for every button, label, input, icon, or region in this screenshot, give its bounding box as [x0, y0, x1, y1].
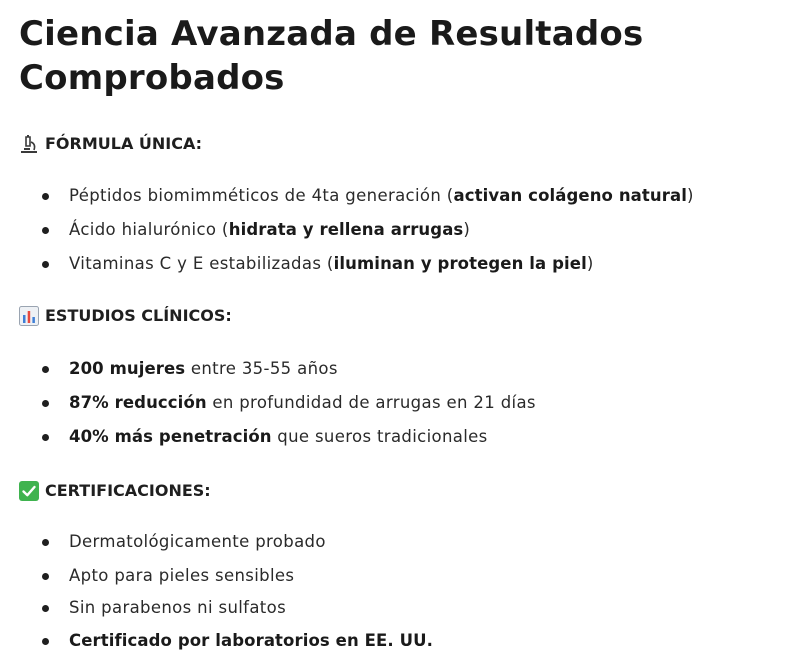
section-heading-formula [19, 133, 202, 155]
bar-chart-icon [19, 306, 39, 326]
list-item-bold: Certificado por laboratorios en EE. UU. [69, 631, 433, 650]
bullet-dot [42, 573, 49, 580]
bullet-dot [42, 193, 49, 200]
section-heading-certifications [19, 480, 211, 502]
bullet-dot [42, 434, 49, 441]
list-item-text: 87% reducción en profundidad de arrugas en 21 días [69, 393, 536, 412]
bullet-dot [42, 400, 49, 407]
bullet-dot [42, 638, 49, 645]
list-item-text: Péptidos biomimméticos de 4ta generación (activan colágeno natural) [69, 186, 694, 205]
bullet-dot [42, 261, 49, 268]
bullet-dot [42, 366, 49, 373]
list-item-text: Vitaminas C y E estabilizadas (iluminan y protegen la piel) [69, 254, 594, 273]
list-item-text: Dermatológicamente probado [69, 532, 326, 551]
section-heading-label: CERTIFICACIONES: [45, 481, 211, 500]
list-item-text: Ácido hialurónico (hidrata y rellena arrugas) [69, 220, 471, 239]
list-item-text: 200 mujeres entre 35-55 años [69, 359, 338, 378]
check-mark-icon [19, 481, 39, 501]
list-item-bold: 40% más penetración [69, 427, 272, 446]
list-item-text: Sin parabenos ni sulfatos [69, 598, 287, 617]
section-heading-label: FÓRMULA ÚNICA: [45, 134, 203, 153]
microscope-icon [19, 134, 39, 154]
list-item-bold: 200 mujeres [69, 359, 186, 378]
section-heading-label: ESTUDIOS CLÍNICOS: [45, 306, 232, 325]
list-item-text: 40% más penetración que sueros tradicionales [69, 427, 488, 446]
list-item-bold: activan colágeno natural [453, 186, 687, 205]
list-item-bold: 87% reducción [69, 393, 207, 412]
list-item-bold: hidrata y rellena arrugas [228, 220, 464, 239]
section-heading-studies [19, 305, 232, 327]
list-item-text: Apto para pieles sensibles [69, 566, 295, 585]
bullet-dot [42, 605, 49, 612]
list-item-text [69, 629, 433, 653]
bullet-dot [42, 539, 49, 546]
list-item-bold: iluminan y protegen la piel [333, 254, 587, 273]
bullet-dot [42, 227, 49, 234]
page-title: Ciencia Avanzada de Resultados Comprobados [19, 14, 644, 98]
